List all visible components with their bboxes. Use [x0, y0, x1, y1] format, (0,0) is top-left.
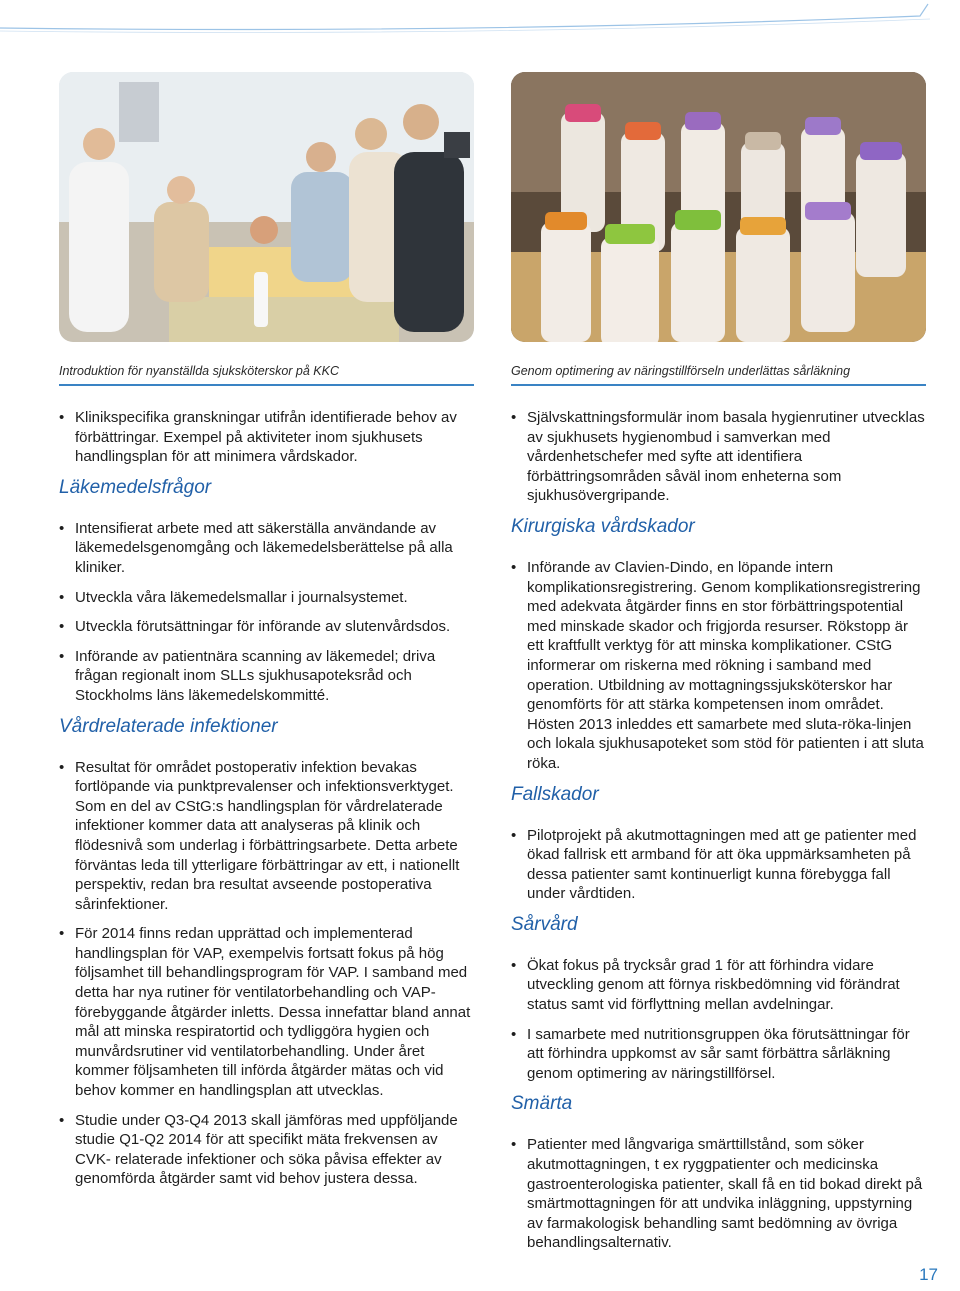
list-item: • Utveckla våra läkemedelsmallar i journalsystemet.	[59, 588, 474, 608]
section-heading: Sårvård	[511, 913, 578, 935]
list-item: • Införande av Clavien-Dindo, en löpande intern komplikationsregistrering. Genom komplikationsregistrering med adekvata åtgärder finns en stor förbättringspotential med minskade skador och frigjorda resurser. Rökstopp är ett kraftfullt verktyg för att minska komplikationer. CStG informerar om riskerna med rökning i samband med operation. Utbildning av mottagningssjuksköterskor har genomförts för att stärka kompetensen inom området. Hösten 2013 inleddes ett samarbete med sluta-röka-linjen och lokala sjukhusapoteket som stöd för patienten i att sluta röka.	[511, 558, 926, 774]
section-heading: Smärta	[511, 1093, 573, 1115]
page-number: 17	[919, 1265, 938, 1284]
list-item: • I samarbete med nutritionsgruppen öka förutsättningar för att förhindra uppkomst av sår samt förbättra sårläkning genom optimering av näringstillförsel.	[511, 1025, 926, 1084]
intro-bullet: • Klinikspecifika granskningar utifrån identifierade behov av förbättringar. Exempel på aktiviteter inom sjukhusets handlingsplan för att minimera vårdskador.	[59, 408, 474, 467]
list-item: • Studie under Q3-Q4 2013 skall jämföras med uppföljande studie Q1-Q2 2014 för att specifikt mäta frekvensen av CVK- relaterade infektioner och söka påvisa effekter av genomförda åtgärder samt vid behov justera dessa.	[59, 1111, 474, 1189]
photo-caption: Genom optimering av näringstillförseln underlättas sårläkning	[511, 364, 926, 386]
section-heading: Vårdrelaterade infektioner	[59, 715, 278, 737]
section-heading: Fallskador	[511, 783, 599, 805]
nutrition-bottles-photo	[511, 72, 926, 342]
list-item: • Resultat för området postoperativ infektion bevakas fortlöpande via punktprevalenser och infektionsverktyget. Som en del av CStG:s handlingsplan för vårdrelaterade infektioner kommer data att analyseras på klinik och flödesnivå som underlag i förbättringsarbete. Detta arbete förväntas leda till ytterligare förbättringar av ett, i nationellt perspektiv, redan bra resultat avseende postoperativa sårinfektioner.	[59, 758, 474, 915]
list-item: • Ökat fokus på trycksår grad 1 för att förhindra vidare utveckling genom att förnya riskbedömning vid förändrat status samt vid förflyttning mellan avdelningar.	[511, 956, 926, 1015]
list-item: • För 2014 finns redan upprättad och implementerad handlingsplan för VAP, exempelvis fortsatt fokus på hög följsamhet till behandlingsprogram för VAP. I samband med detta har nya rutiner för ventilatorbehandling och VAP-förebyggande åtgärder inletts. Dessa innefattar bland annat mål att minska respiratortid och tydliggöra hygien och munvårdsrutiner vid ventilatorbehandling. Under året kommer följsamheten till införda åtgärder mätas och vid behov kommer en handlingsplan att utvecklas.	[59, 924, 474, 1100]
header-decoration	[0, 0, 960, 40]
list-item: • Patienter med långvariga smärttillstånd, som söker akutmottagningen, t ex ryggpatienter och medicinska gastroenterologiska patienter, skall få en tid bokad direkt på smärtmottagningen för att undvika inläggning, uppstyrning av farmakologisk behandling samt bedömning av övriga behandlingsalternativ.	[511, 1135, 926, 1253]
intro-bullet: • Självskattningsformulär inom basala hygienrutiner utvecklas av sjukhusets hygienombud i samverkan med vårdenhetschefer med syfte att identifiera förbättringsområden såväl inom enheterna som sjukhusövergripande.	[511, 408, 926, 506]
hospital-training-photo	[59, 72, 474, 342]
left-column	[59, 72, 474, 1199]
section-heading: Kirurgiska vårdskador	[511, 515, 695, 537]
list-item: • Pilotprojekt på akutmottagningen med att ge patienter med ökad fallrisk ett armband för att öka uppmärksamheten på dessa patienter samt kontinuerligt kunna förebygga fall under vårdtiden.	[511, 826, 926, 904]
list-item: • Införande av patientnära scanning av läkemedel; driva frågan regionalt inom SLLs sjukhusapoteksråd och Stockholms läns läkemedelskommitté.	[59, 647, 474, 706]
right-column	[511, 72, 926, 1263]
list-item: • Intensifierat arbete med att säkerställa användande av läkemedelsgenomgång och läkemedelsberättelse på alla kliniker.	[59, 519, 474, 578]
photo-caption: Introduktion för nyanställda sjuksköterskor på KKC	[59, 364, 474, 386]
section-heading: Läkemedelsfrågor	[59, 476, 212, 498]
list-item: • Utveckla förutsättningar för införande av slutenvårdsdos.	[59, 617, 474, 637]
